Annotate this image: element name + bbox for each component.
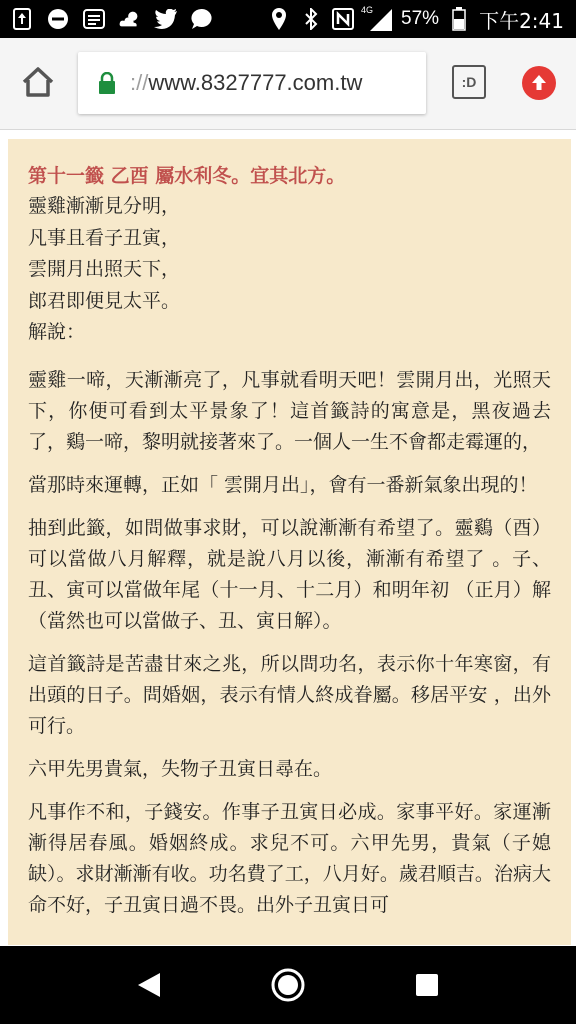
status-left-icons <box>0 7 214 31</box>
battery-percent: 57% <box>401 8 440 29</box>
lock-icon <box>98 72 116 94</box>
tab-switcher-button[interactable] <box>452 65 486 99</box>
nfc-icon <box>331 7 355 31</box>
poem-line: 郎君即便見太平。 <box>28 289 181 312</box>
system-nav-bar <box>0 946 576 1024</box>
poem-line: 雲開月出照天下， <box>28 258 181 280</box>
paragraph: 當那時來運轉，正如「 雲開月出」，會有一番新氣象出現的！ <box>28 473 538 496</box>
twitter-icon <box>154 7 178 31</box>
network-label: 4G <box>361 5 374 15</box>
chat-icon <box>190 7 214 31</box>
browser-toolbar <box>0 38 576 130</box>
home-circle-icon <box>270 967 306 1003</box>
poem-line: 凡事且看子丑寅， <box>28 226 181 249</box>
update-button[interactable] <box>522 66 556 100</box>
location-icon <box>267 7 291 31</box>
back-button[interactable] <box>129 965 169 1005</box>
explanation-heading: 解說： <box>28 321 86 343</box>
signal-icon <box>363 7 393 31</box>
status-right-icons <box>267 5 576 34</box>
fortune-article <box>8 139 571 945</box>
battery-icon <box>447 7 471 31</box>
paragraph: 這首籤詩是苦盡甘來之兆，所以問功名，表示你十年寒窗，有出頭的日子。問婚姻，表示有情人終成眷屬。移居平安 ，出外可行。 <box>28 652 551 737</box>
bluetooth-icon <box>299 7 323 31</box>
home-button[interactable] <box>20 64 56 100</box>
recents-button[interactable] <box>407 965 447 1005</box>
poem <box>28 191 551 349</box>
clock: 下午2:41 <box>479 8 564 33</box>
weather-icon <box>118 7 142 31</box>
dnd-icon <box>46 7 70 31</box>
page-content[interactable] <box>0 131 576 945</box>
paragraph: 抽到此籤，如問做事求財，可以說漸漸有希望了。靈鷄（酉）可以當做八月解釋，就是說八月以後，漸漸有希望了 。子、丑、寅可以當做年尾（十一月、十二月）和明年初 （正月）解（當然也可以當做子、丑、寅日解）。 <box>28 516 551 632</box>
paragraph: 六甲先男貴氣，失物子丑寅日尋在。 <box>28 757 333 780</box>
recents-icon <box>414 972 440 998</box>
explanation <box>28 365 551 921</box>
paragraph: 靈雞一啼，天漸漸亮了，凡事就看明天吧！雲開月出，光照天下，你便可看到太平景象了！這首籤詩的寓意是，黑夜過去了，鷄一啼，黎明就接著來了。一個人一生不會都走霉運的， <box>28 368 551 453</box>
status-bar <box>0 0 576 38</box>
url-scheme: :// <box>130 70 149 95</box>
tab-switcher-label: :D <box>461 74 477 90</box>
news-icon <box>82 7 106 31</box>
upload-icon <box>10 7 34 31</box>
home-nav-button[interactable] <box>268 965 308 1005</box>
home-icon <box>20 64 56 100</box>
back-icon <box>134 970 164 1000</box>
url-text <box>130 70 362 96</box>
url-host: www.8327777.com.tw <box>148 70 363 95</box>
paragraph: 凡事作不和，子錢安。作事子丑寅日必成。家事平好。家運漸漸得居春風。婚姻終成。求兒不可。六甲先男，貴氣（子媳缺）。求財漸漸有收。功名費了工，八月好。歲君順吉。治病大命不好，子丑寅日過不畏。出外子丑寅日可 <box>28 800 551 916</box>
url-bar[interactable] <box>78 52 426 114</box>
fortune-title: 第十一籤 乙酉 屬水利冬。宜其北方。 <box>28 165 346 187</box>
update-arrow-icon <box>529 73 549 93</box>
poem-line: 靈雞漸漸見分明， <box>28 195 181 217</box>
